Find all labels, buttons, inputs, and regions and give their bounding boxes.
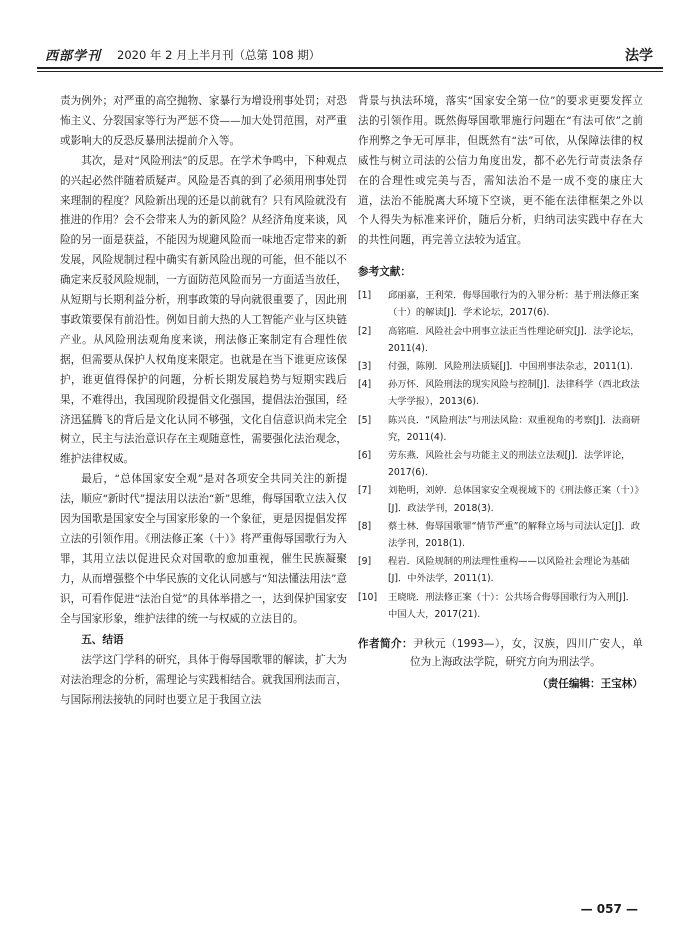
- header-rule-thick: [37, 67, 663, 69]
- journal-logo: 西部学刊: [45, 49, 102, 64]
- reference-item: [358, 358, 643, 375]
- reference-number: [9]: [358, 556, 372, 568]
- header-rule-thin: [37, 71, 663, 72]
- reference-item: [358, 376, 643, 410]
- paragraph: 其次，是对“风险刑法”的反思。在学术争鸣中，下种观点的兴起必然伴随着质疑声。风险是否真的到了必须用刑事处罚来理制的程度？风险新出现的还是以前就有？只有风险就没有推进的作用？会不会带来人为的新风险？从经济角度来谈，风险的另一面是获益，不能因为规避风险而一味地否定带来的新发展，风险规制过程中确实有新风险出现的可能，但不能以不确定来反驳风险规制，一方面防范风险而另一方面适当放任，从短期与长期利益分析，刑事政策的导向就很重要了，因此刑事政策要保有前沿性。例如目前大热的人工智能产业与区块链产业。从风险刑法观角度来谈，刑法修正案制定有合理性依据，但需要从保护人权角度来限定。也就是在当下谁更应该保护，谁更值得保护的问题，分析长期发展趋势与短期实践后果，不难得出，我国现阶段提倡文化强国，提倡法治强国，经济迅猛腾飞的背后是文化认同不够强，文化自信意识尚未完全树立，民主与法治意识存在主观随意性，需要强化法治观念，维护法律权威。: [60, 154, 347, 466]
- paragraph: 背景与执法环境，落实“国家安全第一位”的要求更要发挥立法的引领作用。既然侮辱国歌罪施行问题在“有法可依”之前作刑弊之争无可厚非，但既然有“法”可依，从保障法律的权威性与树立司法的公信力角度出发，都不必先行苛责法条存在的合理性或完美与否，需知法治不是一成不变的康庄大道，法治不能脱离大环境下空谈，更不能在法律框架之外以个人得失为标准来评价，随后分析，归纳司法实践中存在大的共性问题，再完善立法较为适宜。: [358, 95, 643, 247]
- reference-item: [358, 482, 643, 516]
- page-header: [37, 25, 663, 69]
- page-number: — 057 —: [580, 902, 638, 916]
- reference-number: [2]: [358, 325, 372, 337]
- reference-item: [358, 287, 643, 321]
- reference-item: [358, 323, 643, 357]
- section-title: 法学: [625, 48, 653, 64]
- paragraph: 责为例外；对严重的高空抛物、家暴行为增设刑事处罚；对恐怖主义、分裂国家等行为严惩不贷——加大处罚范围，对严重或影响大的反恐反暴刑法提前介入等。: [60, 95, 347, 147]
- reference-number: [3]: [358, 360, 372, 372]
- reference-text: 刘艳明，刘婷．总体国家安全观视域下的《刑法修正案（十）》[J]．政法学刊，2018(3).: [388, 485, 640, 514]
- responsible-editor: （责任编辑：王宝林）: [537, 678, 643, 691]
- reference-item: [358, 518, 643, 552]
- left-column: [60, 92, 347, 711]
- reference-number: [4]: [358, 379, 372, 391]
- author-bio: [358, 635, 643, 671]
- reference-item: [358, 447, 643, 481]
- reference-number: [6]: [358, 449, 372, 461]
- author-text: 尹秋元（1993—），女，汉族，四川广安人，单位为上海政法学院，研究方向为刑法学。: [410, 638, 643, 669]
- author-label: 作者简介：: [358, 638, 413, 651]
- reference-text: 程岩．风险规制的刑法理性重构——以风险社会理论为基础[J]．中外法学，2011(1).: [388, 556, 630, 585]
- reference-text: 劳东燕．风险社会与功能主义的刑法立法观[J]．法学评论，2017(6).: [388, 449, 631, 479]
- section-heading-conclusion: 五、结语: [81, 634, 124, 647]
- reference-text: 王晓晓．刑法修正案（十）：公共场合侮辱国歌行为入刑[J]．中国人大，2017(21).: [388, 591, 636, 620]
- reference-item: [358, 412, 643, 446]
- references-title: 参考文献：: [358, 266, 411, 279]
- reference-text: 付强，陈刚．风险刑法质疑[J]．中国刑事法杂志，2011(1).: [388, 360, 634, 372]
- reference-text: 高铭暄．风险社会中刑事立法正当性理论研究[J]．法学论坛，2011(4).: [388, 325, 640, 354]
- reference-item: [358, 553, 643, 587]
- right-column: [358, 92, 643, 695]
- reference-number: [5]: [358, 414, 372, 426]
- reference-text: 孙万怀．风险刑法的现实风险与控制[J]．法律科学（西北政法大学学报），2013(6).: [388, 379, 640, 408]
- reference-text: 邱丽嘉，王利荣．侮辱国歌行为的入罪分析：基于刑法修正案（十）的解读[J]．学术论坛，2017(6).: [388, 290, 640, 319]
- paragraph: 法学这门学科的研究，具体于侮辱国歌罪的解读，扩大为对法治理念的分析，需理论与实践相结合。就我国刑法而言，与国际刑法接轨的同时也要立足于我国立法: [60, 654, 347, 707]
- issue-info: 2020 年 2 月上半月刊（总第 108 期）: [117, 48, 321, 62]
- reference-number: [10]: [358, 591, 378, 603]
- reference-text: 蔡士林．侮辱国歌罪“情节严重”的解释立场与司法认定[J]．政法学刊，2018(1).: [388, 520, 641, 549]
- reference-number: [7]: [358, 485, 372, 497]
- reference-number: [1]: [358, 290, 372, 302]
- reference-item: [358, 589, 643, 623]
- paragraph: 最后，“总体国家安全观”是对各项安全共同关注的新提法，顺应“新时代”提法用以法治“新”思维，侮辱国歌立法入仅因为国歌是国家安全与国家形象的一个象征，更是因提倡发挥立法的引领作用。《刑法修正案（十）》将严重侮辱国歌行为入罪，其用立法以促进民众对国歌的愈加重视，催生民族凝聚力，从而增强整个中华民族的文化认同感与“知法懂法用法”意识，可看作促进“法治自觉”的具体举措之一，达到保护国家安全与国家形象，维护法律的统一与权威的立法目的。: [60, 473, 347, 625]
- reference-number: [8]: [358, 520, 372, 532]
- reference-text: 陈兴良．“风险刑法”与刑法风险：双重视角的考察[J]．法商研究，2011(4).: [388, 414, 641, 443]
- reference-list: [358, 287, 643, 623]
